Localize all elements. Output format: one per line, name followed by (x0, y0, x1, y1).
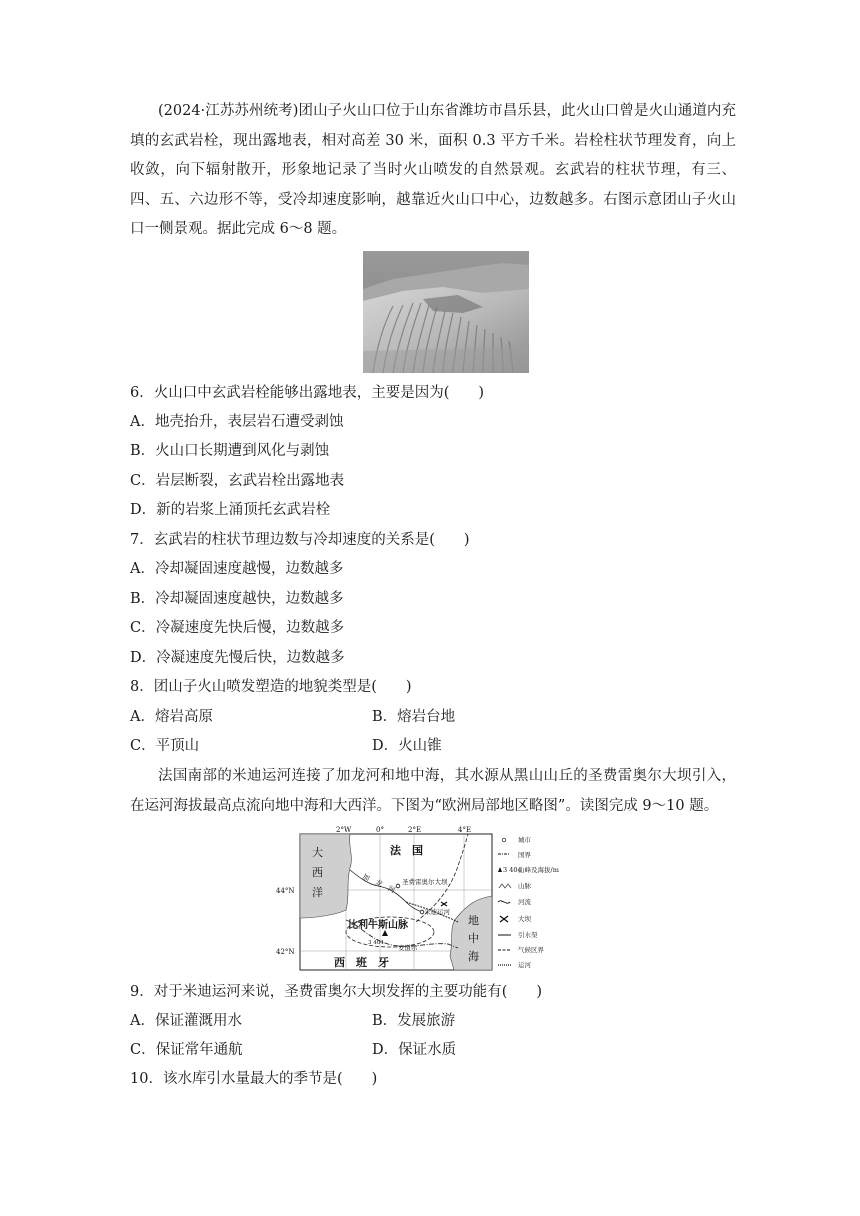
legend-item: 引水渠 (518, 931, 538, 939)
legend-mountain-icon (499, 884, 511, 888)
q7-option-b: B．冷却凝固速度越快，边数越多 (130, 591, 344, 607)
q9-stem: 9．对于米迪运河来说，圣费雷奥尔大坝发挥的主要功能有( ) (130, 984, 543, 1000)
legend-dam-icon (500, 916, 508, 922)
legend-item: 河流 (518, 898, 531, 906)
volcano-crater-photo (363, 251, 529, 373)
q6-stem: 6．火山口中玄武岩栓能够出露地表，主要是因为( ) (130, 385, 485, 401)
q10-stem: 10．该水库引水量最大的季节是( ) (130, 1071, 378, 1087)
map-legend (498, 835, 559, 969)
q8-option-a: A．熔岩高原 (130, 709, 213, 725)
q6-option-d: D．新的岩浆上涌顶托玄武岩栓 (130, 502, 331, 518)
passage-volcano: (2024·江苏苏州统考)团山子火山口位于山东省潍坊市昌乐县，此火山口曾是火山通道内充填的玄武岩栓，现出露地表，相对高差 30 米，面积 0.3 平方千米。岩栓柱状节理发育，向上收敛，向下辐射散开，形象地记录了当时火山喷发的自然景观。玄武岩的柱状节理，有三、四、五、六边形不等，受冷却速度影响，越靠近火山口中心，边数越多。右图示意团山子火山口一侧景观。据此完成 6～8 题。 (130, 103, 736, 237)
q6-option-a: A．地壳抬升，表层岩石遭受剥蚀 (130, 414, 344, 430)
q7-option-c: C．冷凝速度先快后慢，边数越多 (130, 620, 345, 636)
q9-option-b: B．发展旅游 (372, 1013, 456, 1029)
legend-item: 山峰及海拔/m (518, 866, 559, 874)
legend-peak-value: 3 404 (503, 866, 522, 874)
legend-item: 山脉 (518, 882, 531, 890)
q7-option-d: D．冷凝速度先慢后快，边数越多 (130, 650, 345, 666)
q7-option-a: A．冷却凝固速度越慢，边数越多 (130, 561, 344, 577)
city-icon (396, 884, 400, 888)
spain-label: 西 班 牙 (334, 956, 389, 969)
lon-label: 4°E (458, 826, 472, 834)
q6-option-b: B．火山口长期遭到风化与剥蚀 (130, 443, 330, 459)
mediterranean-label-3: 海 (468, 950, 479, 963)
lat-label: 42°N (276, 948, 295, 956)
atlantic-label-3: 洋 (312, 886, 323, 899)
legend-item: 运河 (518, 961, 531, 969)
europe-region-map (276, 826, 560, 972)
lon-label: 2°W (336, 826, 352, 834)
atlantic-label-1: 大 (312, 846, 323, 859)
q8-option-b: B．熔岩台地 (372, 709, 456, 725)
q9-option-d: D．保证水质 (372, 1042, 457, 1058)
mediterranean-label-1: 地 (468, 914, 479, 927)
q9-option-c: C．保证常年通航 (130, 1042, 243, 1058)
q8-stem: 8．团山子火山喷发塑造的地貌类型是( ) (130, 679, 412, 695)
q7-stem: 7．玄武岩的柱状节理边数与冷却速度的关系是( ) (130, 532, 470, 548)
legend-peak-icon (498, 867, 502, 872)
lon-label: 0° (376, 826, 384, 834)
peak-value: 3 404 (368, 940, 384, 946)
legend-item: 国界 (518, 851, 531, 859)
legend-city-icon (502, 838, 506, 842)
q8-option-d: D．火山锥 (372, 738, 442, 754)
france-label: 法 国 (390, 844, 423, 857)
andorra-label: 安道尔 (398, 944, 418, 952)
garonne-label: 加 龙 河 (361, 872, 397, 895)
q6-option-c: C．岩层断裂，玄武岩栓出露地表 (130, 473, 345, 489)
legend-item: 大坝 (518, 915, 531, 923)
lat-label: 44°N (276, 887, 295, 895)
dam-label: 圣费雷奥尔大坝 (402, 878, 448, 886)
legend-river-icon (498, 901, 510, 903)
q8-option-c: C．平顶山 (130, 738, 200, 754)
atlantic-label-2: 西 (312, 866, 323, 879)
passage-canal: 法国南部的米迪运河连接了加龙河和地中海，其水源从黑山山丘的圣费雷奥尔大坝引入，在运河海拔最高点流向地中海和大西洋。下图为“欧洲局部地区略图”。读图完成 9～10 题。 (130, 768, 736, 814)
q9-option-a: A．保证灌溉用水 (130, 1013, 242, 1029)
lon-label: 2°E (408, 826, 422, 834)
canal-label: 米迪运河 (424, 908, 450, 916)
legend-item: 气候区界 (518, 946, 544, 954)
mediterranean-label-2: 中 (468, 932, 479, 945)
pyrenees-label: 比利牛斯山脉 (348, 920, 408, 931)
legend-item: 城市 (518, 836, 531, 844)
